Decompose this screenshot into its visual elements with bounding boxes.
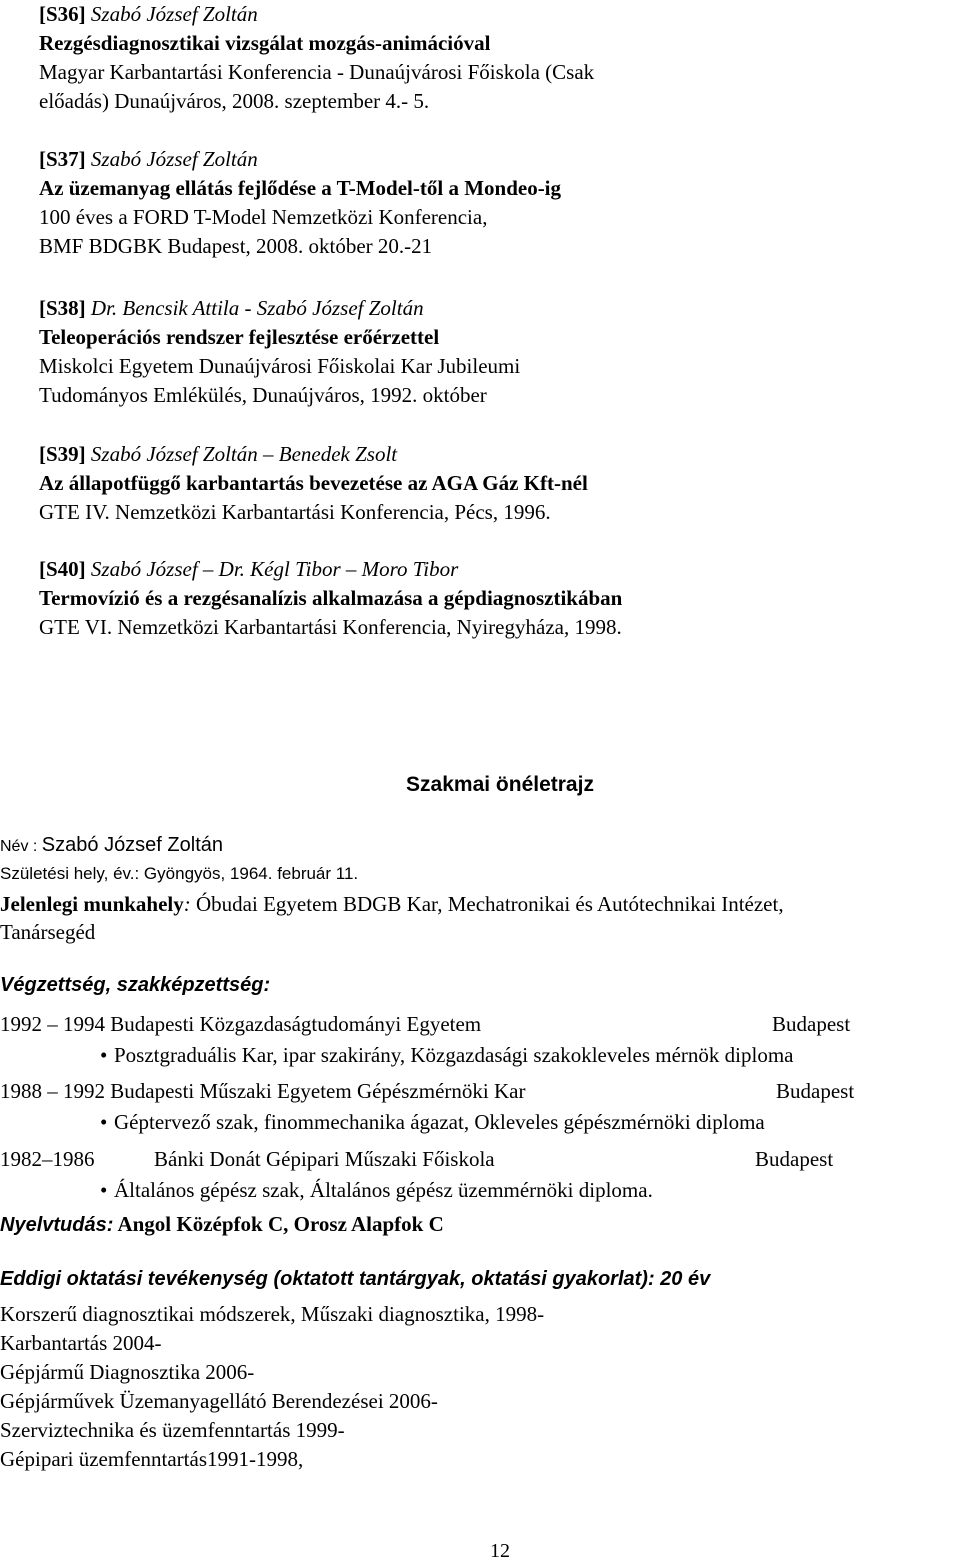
teaching-item: Gépjárművek Üzemanyagellátó Berendezései 2006- — [0, 1389, 438, 1413]
reference-authors: Szabó József Zoltán — [90, 147, 258, 171]
cv-name-label: Név : — [0, 838, 42, 855]
reference-authors: Dr. Bencsik Attila - Szabó József Zoltán — [90, 296, 424, 320]
reference-tag: [S40] — [39, 557, 86, 581]
education-place: Budapest — [772, 1012, 851, 1036]
reference-item — [39, 145, 561, 261]
page-number: 12 — [490, 1540, 510, 1562]
education-row — [0, 1079, 960, 1104]
reference-detail: GTE IV. Nemzetközi Karbantartási Konferencia, Pécs, 1996. — [39, 500, 551, 524]
cv-workplace-value: Óbudai Egyetem BDGB Kar, Mechatronikai és Autótechnikai Intézet, — [190, 892, 784, 916]
reference-tag: [S39] — [39, 442, 86, 466]
cv-workplace-position: Tanársegéd — [0, 920, 96, 944]
reference-item — [39, 555, 622, 642]
reference-detail: előadás) Dunaújváros, 2008. szeptember 4.- 5. — [39, 89, 430, 113]
reference-item — [39, 0, 594, 116]
reference-title: Teleoperációs rendszer fejlesztése erőérzettel — [39, 325, 440, 349]
reference-detail: Magyar Karbantartási Konferencia - Dunaújvárosi Főiskola (Csak — [39, 60, 595, 84]
languages-label: Nyelvtudás: — [0, 1214, 114, 1236]
reference-detail: BMF BDGBK Budapest, 2008. október 20.-21 — [39, 234, 433, 258]
bullet-icon: • — [100, 1110, 108, 1134]
education-years: 1982–1986 — [0, 1147, 95, 1171]
reference-authors: Szabó József – Dr. Kégl Tibor – Moro Tibor — [90, 557, 459, 581]
reference-tag: [S38] — [39, 296, 86, 320]
reference-detail: Tudományos Emlékülés, Dunaújváros, 1992. október — [39, 383, 487, 407]
cv-heading: Szakmai önéletrajz — [406, 773, 594, 796]
cv-birth: Születési hely, év.: Gyöngyös, 1964. február 11. — [0, 864, 359, 883]
reference-authors: Szabó József Zoltán – Benedek Zsolt — [90, 442, 398, 466]
education-place: Budapest — [776, 1079, 855, 1103]
education-row — [0, 1012, 960, 1037]
education-years-school: 1992 – 1994 Budapesti Közgazdaságtudományi Egyetem — [0, 1012, 482, 1036]
languages-value: Angol Középfok C, Orosz Alapfok C — [113, 1212, 444, 1236]
reference-authors: Szabó József Zoltán — [90, 2, 258, 26]
reference-title: Az állapotfüggő karbantartás bevezetése az AGA Gáz Kft-nél — [39, 471, 588, 495]
reference-item — [39, 440, 588, 527]
teaching-heading: Eddigi oktatási tevékenység (oktatott tantárgyak, oktatási gyakorlat): 20 év — [0, 1268, 711, 1290]
teaching-list — [0, 1300, 544, 1474]
reference-detail: 100 éves a FORD T-Model Nemzetközi Konferencia, — [39, 205, 488, 229]
reference-title: Rezgésdiagnosztikai vizsgálat mozgás-animációval — [39, 31, 491, 55]
teaching-item: Korszerű diagnosztikai módszerek, Műszaki diagnosztika, 1998- — [0, 1302, 545, 1326]
reference-title: Az üzemanyag ellátás fejlődése a T-Model-től a Mondeo-ig — [39, 176, 562, 200]
education-row — [0, 1147, 960, 1172]
education-heading: Végzettség, szakképzettség: — [0, 974, 271, 996]
reference-detail: GTE VI. Nemzetközi Karbantartási Konferencia, Nyiregyháza, 1998. — [39, 615, 622, 639]
education-years-school: 1988 – 1992 Budapesti Műszaki Egyetem Gépészmérnöki Kar — [0, 1079, 526, 1103]
reference-tag: [S36] — [39, 2, 86, 26]
cv-workplace — [0, 890, 784, 919]
reference-detail: Miskolci Egyetem Dunaújvárosi Főiskolai Kar Jubileumi — [39, 354, 521, 378]
teaching-item: Gépjármű Diagnosztika 2006- — [0, 1360, 255, 1384]
education-school: Bánki Donát Gépipari Műszaki Főiskola — [154, 1147, 495, 1171]
bullet-icon: • — [100, 1043, 108, 1067]
reference-tag: [S37] — [39, 147, 86, 171]
languages-row — [0, 1212, 444, 1237]
teaching-item: Karbantartás 2004- — [0, 1331, 162, 1355]
cv-workplace-colon: : — [183, 892, 191, 916]
teaching-item: Gépipari üzemfenntartás1991-1998, — [0, 1447, 304, 1471]
reference-title: Termovízió és a rezgésanalízis alkalmazása a gépdiagnosztikában — [39, 586, 623, 610]
bullet-icon: • — [100, 1178, 108, 1202]
cv-name-value: Szabó József Zoltán — [41, 834, 224, 856]
teaching-item: Szerviztechnika és üzemfenntartás 1999- — [0, 1418, 345, 1442]
cv-workplace-label: Jelenlegi munkahely — [0, 892, 184, 916]
cv-name-row — [0, 834, 223, 857]
reference-item — [39, 294, 520, 410]
education-place: Budapest — [755, 1147, 834, 1171]
